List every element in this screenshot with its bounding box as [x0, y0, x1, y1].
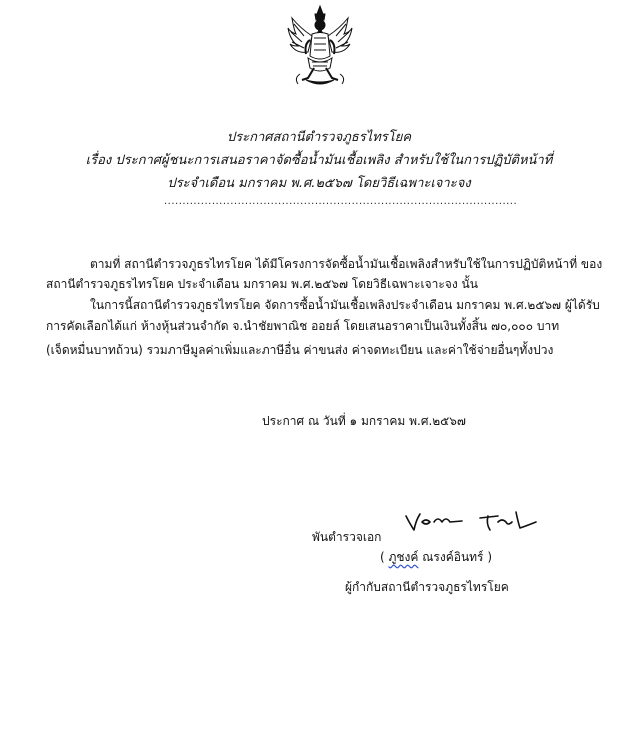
name-open-paren: (	[380, 550, 389, 564]
announcement-date: ประกาศ ณ วันที่ ๑ มกราคม พ.ศ.๒๕๖๗	[262, 414, 466, 428]
signer-last-name: ณรงค์อินทร์ )	[418, 550, 492, 564]
announcement-header: ประกาศสถานีตำรวจภูธรไทรโยค	[226, 130, 412, 145]
announcement-subject: เรื่อง ประกาศผู้ชนะการเสนอราคาจัดซื้อน้ำมันเชื้อเพลิง สำหรับใช้ในการปฏิบัติหน้าที่	[85, 153, 553, 168]
handwritten-signature	[402, 508, 540, 536]
body-paragraph-2-line-1: ในการนี้สถานีตำรวจภูธรไทรโยค จัดการซื้อน้ำมันเชื้อเพลิงประจำเดือน มกราคม พ.ศ.๒๕๖๗ ผู้ได้รับ	[90, 298, 600, 312]
signer-position: ผู้กำกับสถานีตำรวจภูธรไทรโยค	[345, 580, 509, 594]
body-paragraph-2-line-2: การคัดเลือกได้แก่ ห้างหุ้นส่วนจำกัด จ.นำชัยพาณิช ออยล์ โดยเสนอราคาเป็นเงินทั้งสิ้น ๗๐,๐๐๐ บาท	[46, 319, 560, 333]
dotted-divider: ................................................................................................	[164, 196, 518, 207]
body-paragraph-2-line-3: (เจ็ดหมื่นบาทถ้วน) รวมภาษีมูลค่าเพิ่มและภาษีอื่น ค่าขนส่ง ค่าจดทะเบียน และค่าใช้จ่ายอื่นๆทั้งปวง	[46, 343, 554, 357]
body-paragraph-1-line-2: สถานีตำรวจภูธรไทรโยค ประจำเดือน มกราคม พ.ศ.๒๕๖๗ โดยวิธีเฉพาะเจาะจง นั้น	[46, 277, 478, 291]
announcement-period: ประจำเดือน มกราคม พ.ศ.๒๕๖๗ โดยวิธีเฉพาะเจาะจง	[167, 176, 471, 191]
body-paragraph-1-line-1: ตามที่ สถานีตำรวจภูธรไทรโยค ได้มีโครงการจัดซื้อน้ำมันเชื้อเพลิงสำหรับใช้ในการปฏิบัติหน้าที่ ของ	[90, 257, 603, 271]
signer-rank: พันตำรวจเอก	[312, 530, 382, 544]
signer-name	[380, 549, 492, 565]
garuda-emblem-icon	[286, 4, 354, 88]
signer-first-name: ภูชงค์	[388, 550, 419, 564]
